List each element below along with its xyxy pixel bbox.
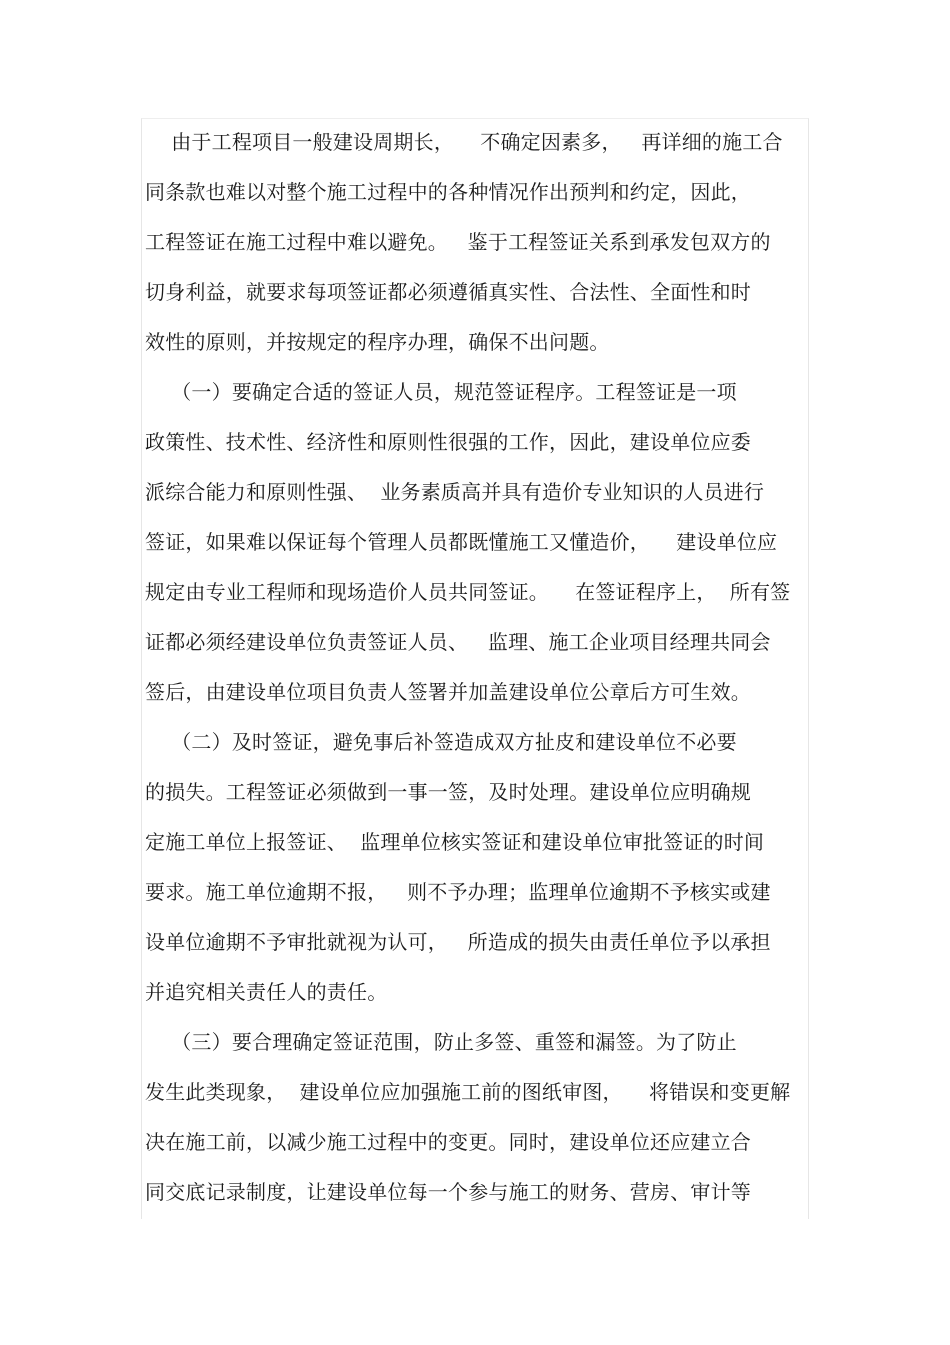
text-line: 切身利益，就要求每项签证都必须遵循真实性、合法性、全面性和时 [145,280,751,304]
text-line: （二）及时签证，避免事后补签造成双方扯皮和建设单位不必要 [145,730,737,754]
text-line: 发生此类现象， 建设单位应加强施工前的图纸审图， 将错误和变更解 [145,1080,791,1104]
text-line: 规定由专业工程师和现场造价人员共同签证。 在签证程序上， 所有签 [145,580,791,604]
text-line: 设单位逾期不予审批就视为认可， 所造成的损失由责任单位予以承担 [145,930,771,954]
text-line: 由于工程项目一般建设周期长， 不确定因素多， 再详细的施工合 [145,130,783,154]
text-line: 决在施工前，以减少施工过程中的变更。同时，建设单位还应建立合 [145,1130,751,1154]
text-line: 并追究相关责任人的责任。 [145,980,388,1004]
text-line: 工程签证在施工过程中难以避免。 鉴于工程签证关系到承发包双方的 [145,230,771,254]
text-line: （三）要合理确定签证范围，防止多签、重签和漏签。为了防止 [145,1030,737,1054]
text-line: 政策性、技术性、经济性和原则性很强的工作，因此，建设单位应委 [145,430,751,454]
text-line: 的损失。工程签证必须做到一事一签，及时处理。建设单位应明确规 [145,780,751,804]
text-line: 定施工单位上报签证、 监理单位核实签证和建设单位审批签证的时间 [145,830,765,854]
text-line: 派综合能力和原则性强、 业务素质高并具有造价专业知识的人员进行 [145,480,765,504]
text-line: 同条款也难以对整个施工过程中的各种情况作出预判和约定，因此， [145,180,751,204]
text-line: 要求。施工单位逾期不报， 则不予办理；监理单位逾期不予核实或建 [145,880,771,904]
text-line: 效性的原则，并按规定的程序办理，确保不出问题。 [145,330,610,354]
text-line: 签证，如果难以保证每个管理人员都既懂施工又懂造价， 建设单位应 [145,530,778,554]
text-line: 同交底记录制度，让建设单位每一个参与施工的财务、营房、审计等 [145,1180,751,1204]
text-line: 签后，由建设单位项目负责人签署并加盖建设单位公章后方可生效。 [145,680,751,704]
text-line: （一）要确定合适的签证人员，规范签证程序。工程签证是一项 [145,380,737,404]
text-line: 证都必须经建设单位负责签证人员、 监理、施工企业项目经理共同会 [145,630,771,654]
